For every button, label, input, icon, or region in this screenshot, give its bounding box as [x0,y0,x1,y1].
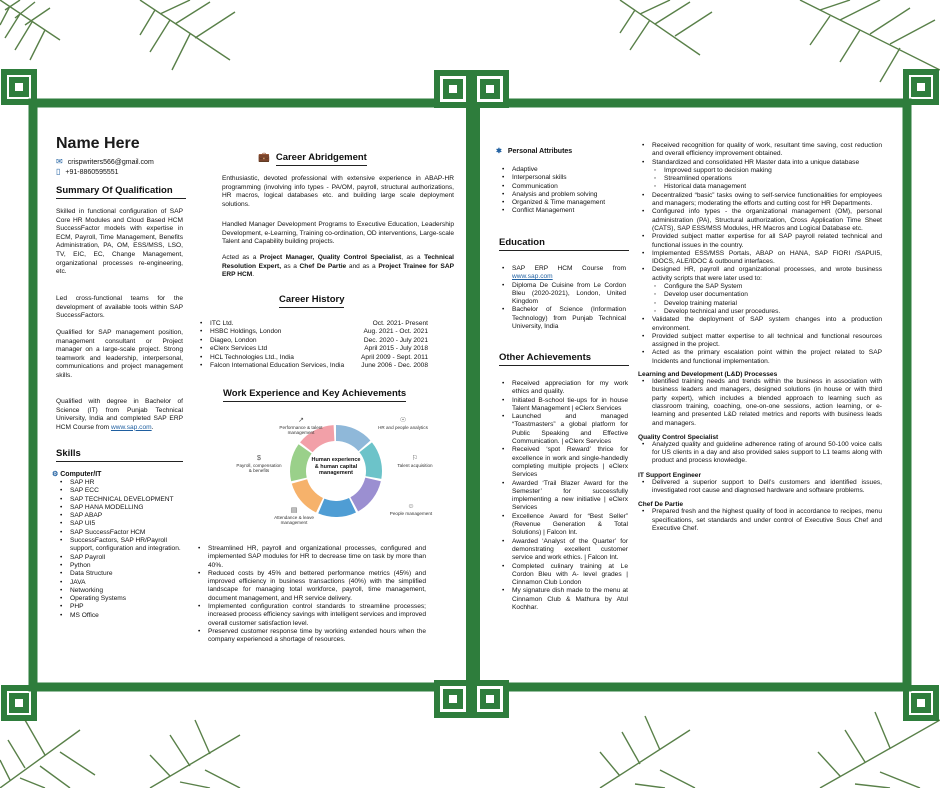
right-column [638,142,882,533]
ld-bullet: • Identified training needs and trends within the business in association with business leaders and managers, designed solutions (in house or with third party expert), which includes a blended approach to learning such as classroom training, coaching, one-on-one sessions, action learning, or e-learning and presented L&D related metrics and reports with business leads and managers. [638,378,882,428]
history-company: • HSBC Holdings, London [196,328,281,336]
history-dates: Aug. 2021 - Oct. 2021 [363,328,428,336]
skill-item: • SAP TECHNICAL DEVELOPMENT [56,496,186,504]
achievement-item: • Launched and managed “Toastmasters” a global platform for Public Speaking and Effective Communication. | eClerx Services [498,413,628,446]
chef-bullet: • Prepared fresh and the highest quality of food in accordance to recipes, menu specifications, set standards and under control of Executive Sous Chef and Executive Chef. [638,508,882,533]
education-item: • Diploma De Cuisine from Le Cordon Bleu (2020-2021), London, United Kingdom [498,282,626,307]
diagram-label: ☉ HR and people analytics [376,417,430,430]
history-row [196,354,428,362]
sub-bullet: ◦ Develop technical and user procedures. [638,308,882,316]
phone-text: +91-8860595551 [65,169,119,176]
sub-bullet: ◦ Configure the SAP System [638,283,882,291]
skill-item: • Operating Systems [56,595,186,603]
candidate-name: Name Here [56,135,140,152]
diagram-center-label: Human experience & human capital management [311,457,361,476]
diagram-label: ↗ Performance & talent management [272,417,330,435]
skill-item: • PHP [56,603,186,611]
skill-item: • SAP ECC [56,487,186,495]
skill-item: • SAP UI5 [56,520,186,528]
summary-p4: Qualified with degree in Bachelor of Science (IT) from Punjab Technical University, India and completed SAP ERP HCM Course from www.sap.com. [56,398,183,431]
attributes-heading: ✱ Personal Attributes [496,148,573,155]
ornament-bottom [437,683,506,715]
diagram-label: $ Payroll, compensation & benefits [236,455,282,474]
achievement-item: • Excellence Award for “Best Seller” (Revenue Generation & Total Solutions) | Falcon Int. [498,513,628,538]
detail-bullets-a: • Received recognition for quality of work, resultant time saving, cost reduction and overall efficiency improvement obtained. • Standardized and consolidated HR Master data into a unique database [638,142,882,167]
education-item: • Bachelor of Science (Information Technology) from Punjab Technical University, India [498,306,626,331]
attribute-item: • Conflict Management [498,207,648,215]
diagram-label: ⚐ Talent acquisition [394,455,436,468]
history-row [196,337,428,345]
work-bullet: • Implemented configuration control standards to streamline processes; increased process efficiency savings with intelligent services and improved overall customer satisfaction level. [194,603,426,628]
education-item: • SAP ERP HCM Course from www.sap.com [498,265,626,282]
summary-p1: Skilled in functional configuration of SAP Core HR Modules and Cloud Based HCM SuccessFactor models with expertise in ECM, Payroll, Time Management, Benefits Administration, PA, OM, ESS/MSS, LSO, TV, EIC, EC, Change Management, organizational processes re-engineering, etc. [56,208,183,276]
abridgement-p1: Enthusiastic, devoted professional with extensive experience in ABAP-HR programming (involving info types - PA/OM, payroll, structural authorizations, HR macros, logical databases etc. and building large scale deployment solutions. [222,175,454,208]
puzzle-icon: ✱ [496,148,502,155]
skill-item: • Python [56,562,186,570]
achievement-item: • Completed culinary training at Le Cordon Bleu with A- level grades | Cinnamon Club London [498,563,628,588]
summary-p2: Led cross-functional teams for the development of available tools within SAP SuccessFactors. [56,295,183,320]
email-line [56,157,154,166]
chef-heading: Chef De Partie [638,501,684,509]
achievements-heading: Other Achievements [499,352,629,366]
it-heading: IT Support Engineer [638,471,702,479]
attributes-list [498,166,648,216]
achievement-item: • Received appreciation for my work ethics and quality. [498,380,628,397]
skill-item: • Networking [56,587,186,595]
skills-group: ⚙ Computer/IT [52,471,102,478]
ld-heading: Learning and Development (L&D) Processes [638,371,778,379]
skill-item: • SAP ABAP [56,512,186,520]
achievement-item: • My signature dish made to the menu at Cinnamon Club & Mathura by Atul Kochhar. [498,587,628,612]
diagram-icon: ☉ [399,417,407,424]
history-company: • ITC Ltd. [196,320,233,328]
diagram-segment [318,498,356,517]
history-row [196,362,428,370]
work-bullet: • Reduced costs by 45% and bettered performance metrics (45%) and improved efficiency in business transactions (40%) with the simplified landscape for managing total workforce, payroll, time management, document management, and HR service delivery. [194,570,426,603]
resume-page-left [44,115,464,675]
attribute-item: • Interpersonal skills [498,174,648,182]
skill-item: • SAP Payroll [56,554,186,562]
achievement-item: • Initiated B-school tie-ups for in house Talent Management | eClerx Services [498,397,628,414]
qc-bullet: • Analyzed quality and guideline adherence rating of around 50-100 voice calls for US clients in a day and also provided sales support to L1 teams along with product and process knowledge. [638,441,882,466]
diagram-icon: ☺ [407,503,415,510]
diagram-segment [290,444,312,481]
abridgement-heading: 💼 Career Abridgement [258,152,367,163]
diagram-label: ▤ Attendance & leave management [266,507,322,525]
skill-item: • SAP HANA MODELLING [56,504,186,512]
diagram-icon: $ [257,455,261,462]
attribute-item: • Analysis and problem solving [498,191,648,199]
summary-heading: Summary Of Qualification [56,185,186,199]
diagram-icon: ↗ [298,417,304,424]
sub-bullet: ◦ Historical data management [638,183,882,191]
qc-heading: Quality Control Specialist [638,433,719,441]
skills-list [56,479,186,620]
achievement-item: • Awarded ‘Analyst of the Quarter’ for demonstrating excellent customer service and work ethics. | Falcon Int. [498,538,628,563]
education-heading: Education [499,237,629,251]
briefcase-icon: 💼 [258,152,270,163]
sap-link[interactable]: www.sap.com [110,423,152,431]
skill-item: • SAP SuccessFactor HCM [56,529,186,537]
diagram-label: ☺ People management [386,503,436,516]
it-bullet: • Delivered a superior support to Dell’s customers and identified issues, investigated root cause and diagnosed hardware and software problems. [638,479,882,496]
skill-item: • SuccessFactors, SAP HR/Payroll support, configuration and integration. [56,537,186,554]
history-dates: June 2006 - Dec. 2008 [361,362,428,370]
work-heading: Work Experience and Key Achievements [223,388,406,402]
achievement-item: • Received ‘spot Reward’ thrice for excellence in work and single-handedly completing multiple projects | eClerx Services [498,446,628,479]
education-list [498,265,626,331]
detail-sublist-1 [638,167,882,192]
ornament-top [437,73,506,105]
history-dates: April 2015 - July 2018 [364,345,428,353]
detail-bullets-b: • Decentralized “basic” tasks owing to self-service functionalities for employees and managers; moderating the efforts and cutting cost for HR Departments. • Configured info types - the organizational management (OM), personal administration (PA), Structural authorization, Cross Application Time Sheet (CATS), SAP ESS/MSS Modules, HR Macros and Logical Database etc. • Provided subject matter expertise for all SAP payroll related technical and functional issues in the country. • Implemented ESS/MSS Portals, ABAP on HANA, SAP FIORI /SAPUI5, IDOCS, ALE/IDOC & outbound interfaces. • Designed HR, payroll and organizational processes, and wrote business activity scripts that were later used to: [638,192,882,283]
diagram-icon: ▤ [290,507,298,514]
history-dates: Dec. 2020 - July 2021 [363,336,428,344]
achievement-item: • Awarded ‘Trail Blazer Award for the Semester’ for successfully implementing a new initiative | eClerx Services [498,480,628,513]
diagram-icon: ⚐ [411,455,419,462]
abridgement-p3: Acted as a Project Manager, Quality Control Specialist, as a Technical Resolution Expert, as a Chef De Partie and as a Project Trainee for SAP ERP HCM. [222,254,454,279]
history-company: • HCL Technologies Ltd., India [196,354,294,362]
history-row [196,345,428,353]
history-company: • Falcon International Education Services, India [196,362,344,370]
skills-heading: Skills [56,448,183,462]
history-row [196,328,428,336]
history-company: • eClerx Services Ltd [196,345,267,353]
abridgement-p2: Handled Manager Development Programs to Executive Education, Leadership Development, e-Learning, Training co-ordination, OD interventions, Large-scale Talent and Capability building projects. [222,221,455,246]
gear-icon: ⚙ [52,471,59,478]
work-bullets [194,545,426,645]
sub-bullet: ◦ Develop user documentation [638,291,882,299]
phone-icon: ▯ [56,167,61,176]
sap-link[interactable]: www.sap.com [512,273,553,281]
history-dates: Oct. 2021- Present [372,320,428,327]
phone-line [56,167,119,176]
achievements-list [498,380,628,612]
work-bullet: • Preserved customer response time by working extended hours when the company experienced a shortage of resources. [194,628,426,645]
attribute-item: • Adaptive [498,166,648,174]
history-company: • Diageo, London [196,337,257,345]
history-heading: Career History [279,294,344,308]
email-text: crispwriters566@gmail.com [67,159,154,166]
skill-item: • SAP HR [56,479,186,487]
history-list [196,320,428,370]
sub-bullet: ◦ Develop training material [638,300,882,308]
resume-page-right [484,115,898,675]
sub-bullet: ◦ Improved support to decision making [638,167,882,175]
history-row [196,320,428,328]
work-bullet: • Streamlined HR, payroll and organizational processes, configured and implemented SAP modules for HR to decrease time on task by more than 40%. [194,545,426,570]
skill-item: • Data Structure [56,570,186,578]
attribute-item: • Organized & Time management [498,199,648,207]
skill-item: • JAVA [56,579,186,587]
hr-wheel-diagram [236,411,436,531]
attribute-item: • Communication [498,183,648,191]
email-icon: ✉ [56,157,63,166]
detail-sublist-2 [638,283,882,316]
history-dates: April 2009 - Sept. 2011 [361,353,428,361]
sub-bullet: ◦ Streamlined operations [638,175,882,183]
summary-p3: Qualified for SAP management position, management consultant or Project manager on a large-scale project. Strong teamwork and leadership, interpersonal, communications and project management skills. [56,329,183,379]
detail-bullets-c: • Validated the deployment of SAP system changes into a production environment. • Provided subject matter expertise to all technical and functional resources assigned in the project. • Acted as the primary escalation point within the project related to SAP Incidents and functional implementation. [638,316,882,366]
skill-item: • MS Office [56,612,186,620]
